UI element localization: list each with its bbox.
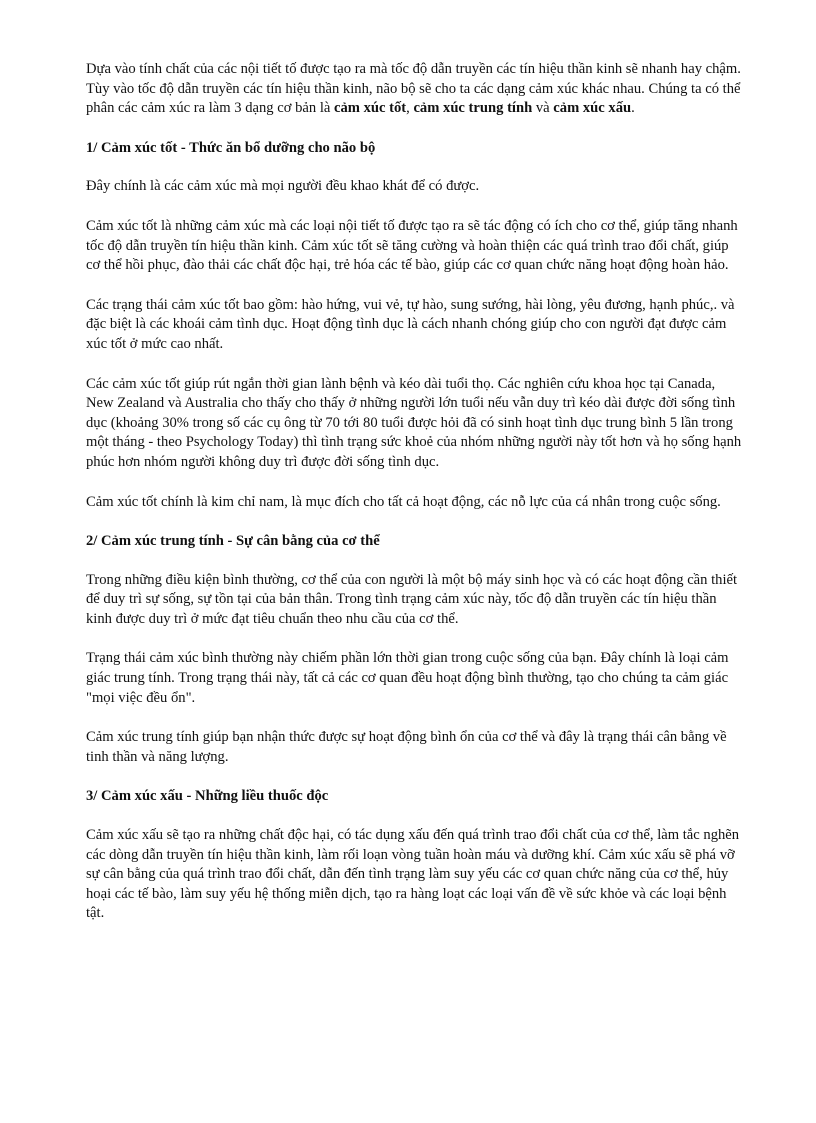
intro-text: Dựa vào tính chất của các nội tiết tố được tạo ra mà tốc độ dẫn truyền các tín hiệu thần kinh sẽ nhanh hay chậm. Tùy vào tốc độ dẫn truyền các tín hiệu thần kinh, não bộ sẽ cho ta các dạng cảm xúc khác nhau. Chúng ta có thể phân các cảm xúc ra làm 3 dạng cơ bản là [86, 61, 741, 117]
section-1-paragraph: Đây chính là các cảm xúc mà mọi người đều khao khát để có được. [86, 178, 480, 195]
intro-bold-good: cảm xúc tốt [334, 100, 407, 117]
intro-separator: và [532, 100, 554, 117]
section-1-heading: 1/ Cảm xúc tốt - Thức ăn bổ dưỡng cho não bộ [86, 139, 376, 156]
intro-separator: , [406, 100, 414, 117]
section-1-paragraph: Cảm xúc tốt chính là kim chỉ nam, là mục đích cho tất cả hoạt động, các nỗ lực của cá nhân trong cuộc sống. [86, 493, 721, 510]
section-2-paragraph: Trạng thái cảm xúc bình thường này chiếm phần lớn thời gian trong cuộc sống của bạn. Đây chính là loại cảm giác trung tính. Trong trạng thái này, tất cả các cơ quan đều hoạt động bình thường, tạo cho chúng ta cảm giác "mọi việc đều ổn". [86, 650, 729, 706]
section-1-paragraph: Cảm xúc tốt là những cảm xúc mà các loại nội tiết tố được tạo ra sẽ tác động có ích cho cơ thể, giúp tăng nhanh tốc độ dẫn truyền tín hiệu thần kinh. Cảm xúc tốt sẽ tăng cường và hoàn thiện các quá trình trao đổi chất, giúp cơ thể hồi phục, đào thải các chất độc hại, trẻ hóa các tế bào, giúp các cơ quan chức năng hoạt động hoàn hảo. [86, 217, 738, 274]
intro-bold-neutral: cảm xúc trung tính [413, 100, 533, 117]
section-2-paragraph: Trong những điều kiện bình thường, cơ thể của con người là một bộ máy sinh học và có các hoạt động cần thiết để duy trì sự sống, sự tồn tại của bản thân. Trong tình trạng cảm xúc này, tốc độ dẫn truyền các tín hiệu thần kinh được duy trì ở mức đạt tiêu chuẩn theo nhu cầu của cơ thể. [86, 571, 738, 627]
section-2-heading: 2/ Cảm xúc trung tính - Sự cân bằng của cơ thể [86, 533, 380, 550]
section-1-paragraph: Các cảm xúc tốt giúp rút ngắn thời gian lành bệnh và kéo dài tuổi thọ. Các nghiên cứu khoa học tại Canada, New Zealand và Australia cho thấy cho thấy ở những người lớn tuổi nếu vẫn duy trì kéo dài được đời sống tình dục (khoảng 30% trong số các cụ ông từ 70 tới 80 tuổi được hỏi đã có sinh hoạt tình dục trung bình 5 lần trong một tháng - theo Psychology Today) thì tình trạng sức khoẻ của nhóm những người này tốt hơn và họ sống hạnh phúc hơn nhóm người không duy trì được đời sống tình dục. [86, 375, 742, 470]
section-1-paragraph: Các trạng thái cảm xúc tốt bao gồm: hào hứng, vui vẻ, tự hào, sung sướng, hài lòng, yêu đương, hạnh phúc,. và đặc biệt là các khoái cảm tình dục. Hoạt động tình dục là cách nhanh chóng giúp cho con người đạt được cảm xúc tốt ở mức cao nhất. [86, 296, 735, 352]
section-2-paragraph: Cảm xúc trung tính giúp bạn nhận thức được sự hoạt động bình ổn của cơ thể và đây là trạng thái cân bằng về tinh thần và năng lượng. [86, 729, 727, 765]
section-3-paragraph: Cảm xúc xấu sẽ tạo ra những chất độc hại, có tác dụng xấu đến quá trình trao đổi chất của cơ thể, làm tắc nghẽn các dòng dẫn truyền tín hiệu thần kinh, làm rối loạn vòng tuần hoàn máu và dưỡng khí. Cảm xúc xấu sẽ phá vỡ sự cân bằng của quá trình trao đổi chất, dẫn đến tình trạng làm suy yếu các cơ quan chức năng của cơ thể, hủy hoại các tế bào, làm suy yếu hệ thống miễn dịch, tạo ra hàng loạt các loại vấn đề về sức khỏe và các loại bệnh tật. [86, 827, 740, 922]
intro-end: . [631, 100, 635, 117]
intro-bold-bad: cảm xúc xấu [553, 100, 632, 117]
document-page [86, 60, 742, 944]
section-3-heading: 3/ Cảm xúc xấu - Những liều thuốc độc [86, 788, 329, 805]
intro-paragraph [86, 60, 742, 119]
